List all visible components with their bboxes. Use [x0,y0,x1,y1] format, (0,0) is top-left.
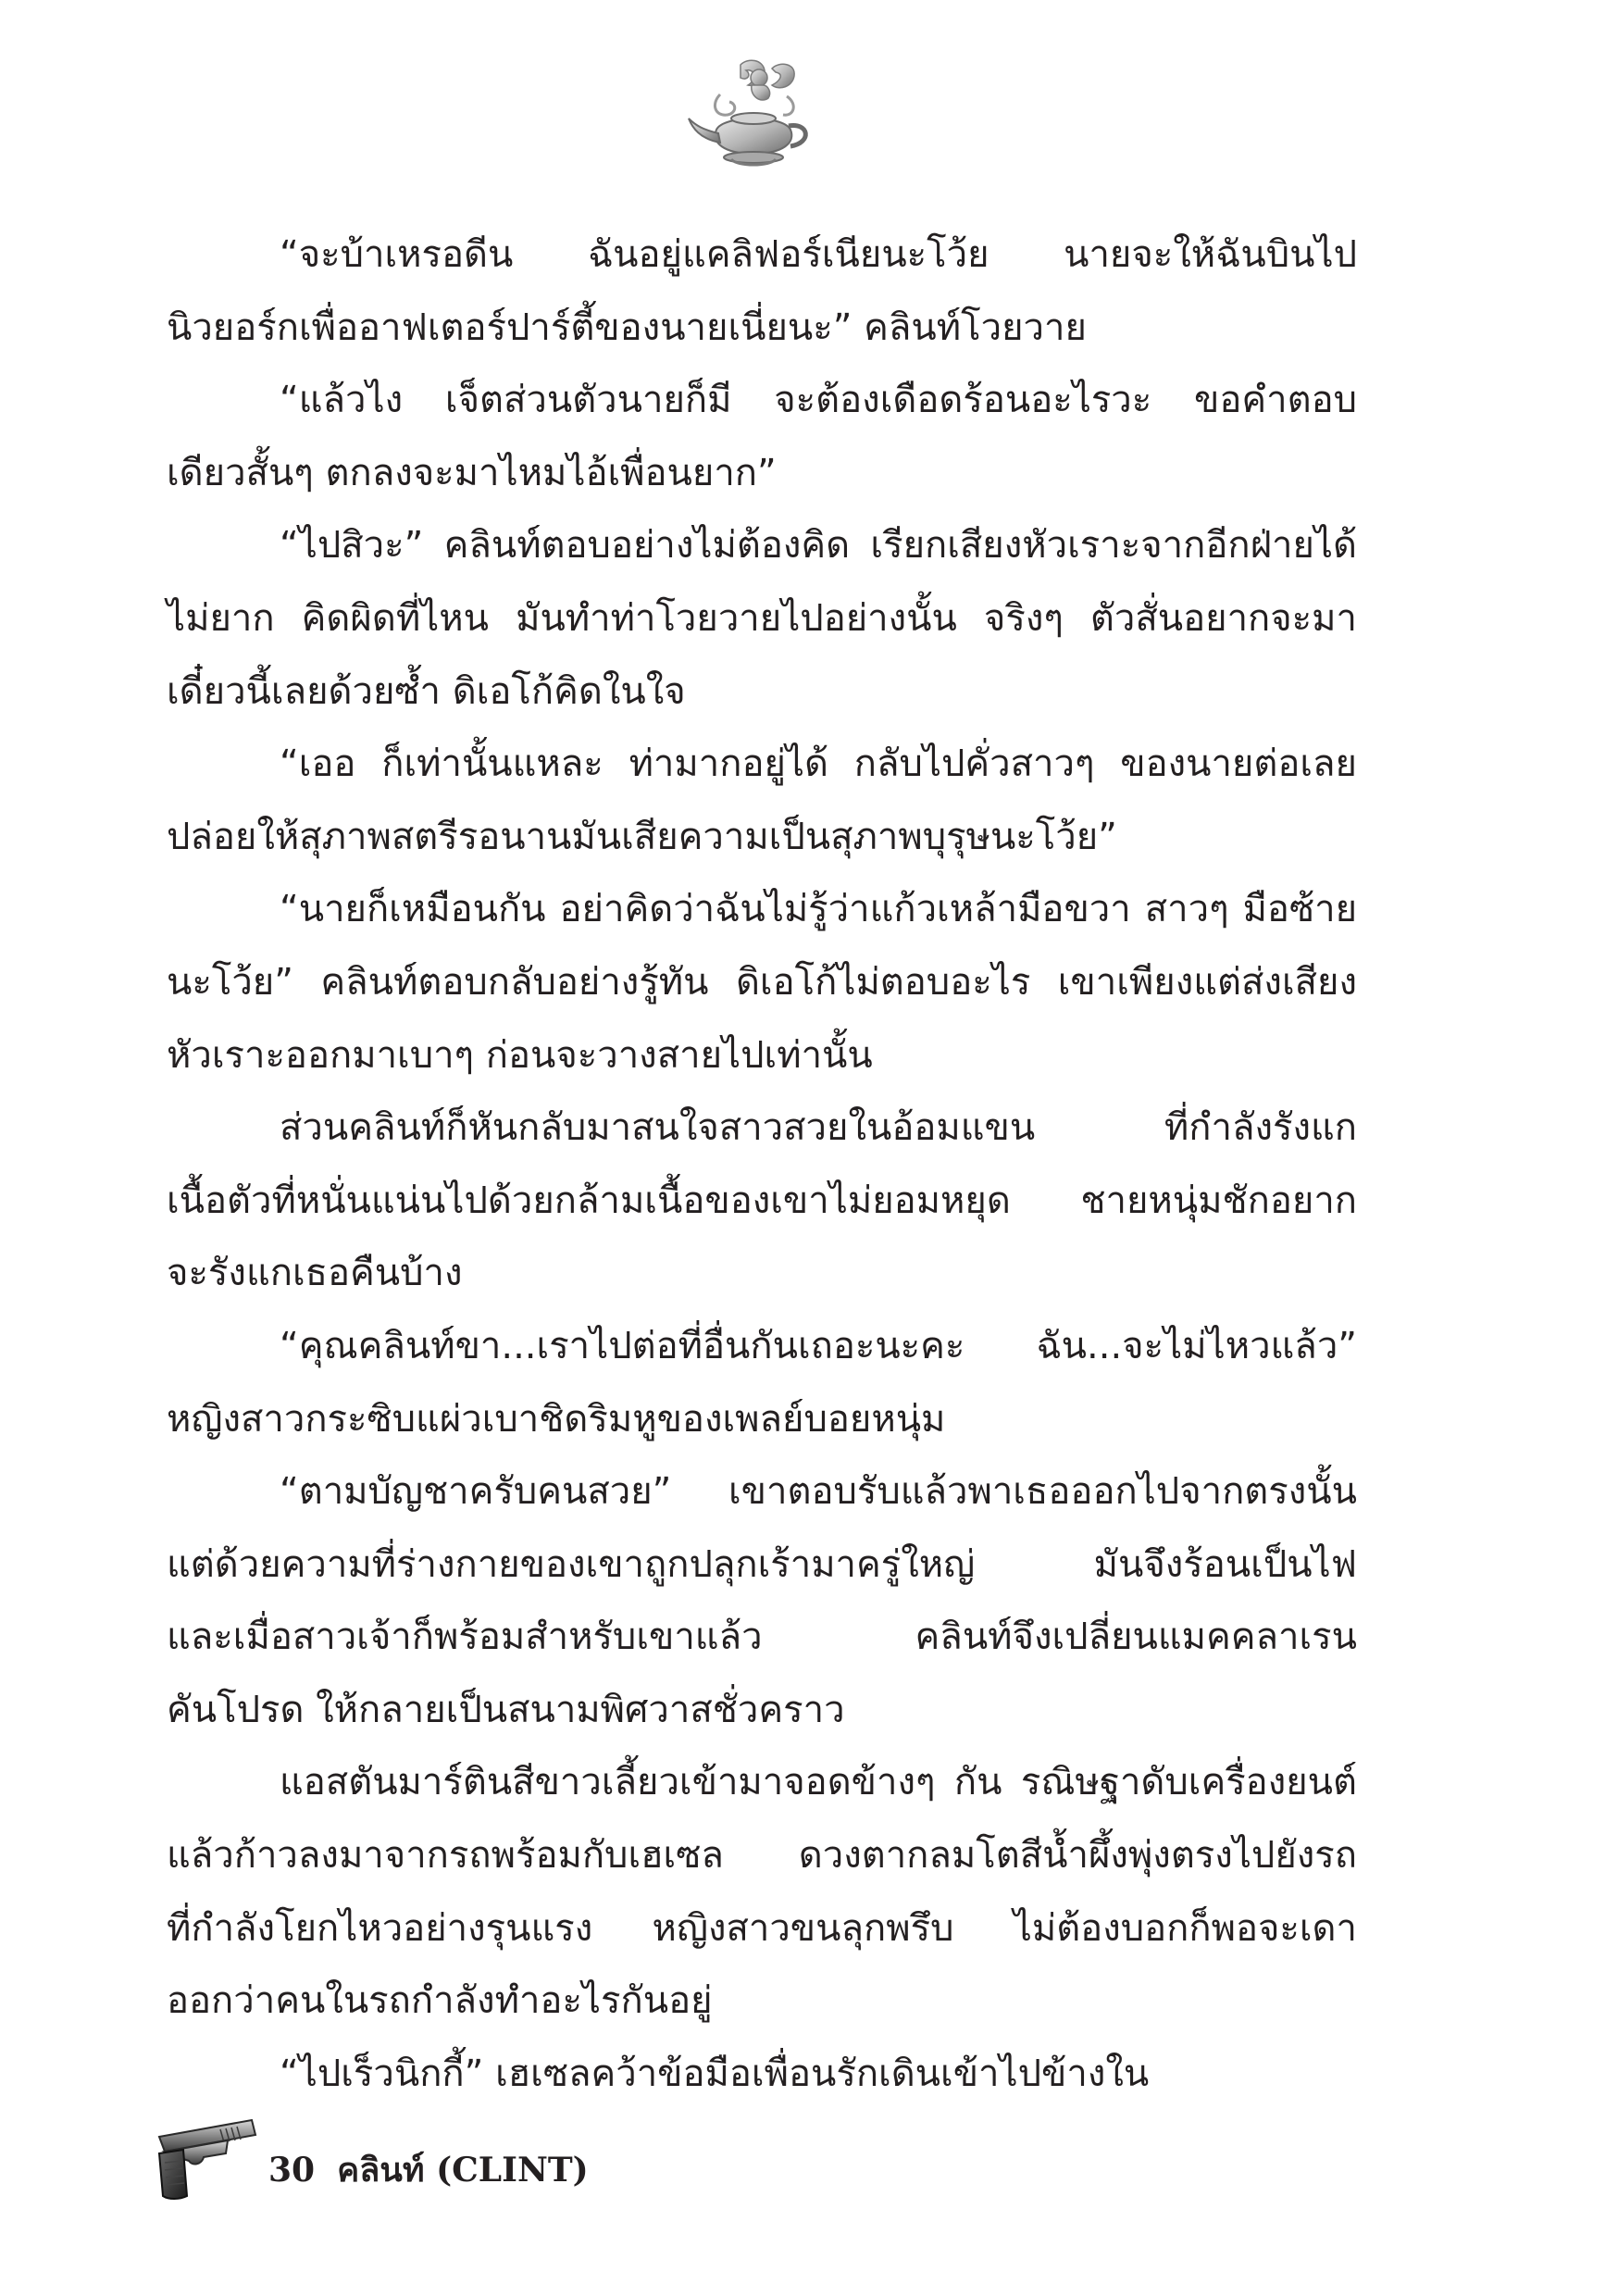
text-line: “ไปสิวะ” คลินท์ตอบอย่างไม่ต้องคิด เรียกเสียงหัวเราะจากอีกฝ่ายได้ [280,524,1357,568]
text-line: “จะบ้าเหรอดีน ฉันอยู่แคลิฟอร์เนียนะโว้ย นายจะให้ฉันบินไป [280,233,1357,276]
text-line: ที่กำลังโยกไหวอย่างรุนแรง หญิงสาวขนลุกพรึบ ไม่ต้องบอกก็พอจะเดา [167,1906,1357,1950]
body-text [167,218,1357,2110]
text-line: เดี๋ยวนี้เลยด้วยซ้ำ ดิเอโก้คิดในใจ [167,669,686,713]
text-line: ปล่อยให้สุภาพสตรีรอนานมันเสียความเป็นสุภาพบุรุษนะโว้ย” [167,815,1117,858]
text-line: แต่ด้วยความที่ร่างกายของเขาถูกปลุกเร้ามาครู่ใหญ่ มันจึงร้อนเป็นไฟ [167,1542,1357,1586]
page-footer [156,2116,589,2202]
text-line: “ตามบัญชาครับคนสวย” เขาตอบรับแล้วพาเธอออกไปจากตรงนั้น [280,1470,1357,1514]
text-line: จะรังแกเธอคืนบ้าง [167,1252,463,1295]
text-line: แอสตันมาร์ตินสีขาวเลี้ยวเข้ามาจอดข้างๆ กัน รณิษฐาดับเครื่องยนต์ [280,1761,1357,1804]
text-line: ไม่ยาก คิดผิดที่ไหน มันทำท่าโวยวายไปอย่างนั้น จริงๆ ตัวสั่นอยากจะมา [167,596,1357,640]
text-line: เดียวสั้นๆ ตกลงจะมาไหมไอ้เพื่อนยาก” [167,451,777,494]
text-line: ออกว่าคนในรถกำลังทำอะไรกันอยู่ [167,1979,713,2023]
text-line: “ไปเร็วนิกกี้” เฮเซลคว้าข้อมือเพื่อนรักเดินเข้าไปข้างใน [280,2052,1150,2095]
pistol-icon [156,2116,259,2202]
text-line: ส่วนคลินท์ก็หันกลับมาสนใจสาวสวยในอ้อมแขน ที่กำลังรังแก [280,1106,1357,1150]
text-line: “นายก็เหมือนกัน อย่าคิดว่าฉันไม่รู้ว่าแก้วเหล้ามือขวา สาวๆ มือซ้าย [280,888,1357,931]
teapot-cupid-ornament-icon [683,57,824,168]
text-line: นิวยอร์กเพื่ออาฟเตอร์ปาร์ตี้ของนายเนี่ยนะ” คลินท์โวยวาย [167,306,1087,349]
book-title: คลินท์ (CLINT) [337,2151,589,2190]
text-line: หัวเราะออกมาเบาๆ ก่อนจะวางสายไปเท่านั้น [167,1033,873,1077]
text-line: นะโว้ย” คลินท์ตอบกลับอย่างรู้ทัน ดิเอโก้ไม่ตอบอะไร เขาเพียงแต่ส่งเสียง [167,960,1357,1004]
text-line: เนื้อตัวที่หนั่นแน่นไปด้วยกล้ามเนื้อของเขาไม่ยอมหยุด ชายหนุ่มชักอยาก [167,1179,1357,1222]
page-number: 30 [268,2151,316,2190]
text-line: และเมื่อสาวเจ้าก็พร้อมสำหรับเขาแล้ว คลินท์จึงเปลี่ยนแมคคลาเรน [167,1616,1357,1659]
text-line: คันโปรด ให้กลายเป็นสนามพิศวาสชั่วคราว [167,1688,845,1731]
footer-text [268,2143,589,2196]
text-line: “เออ ก็เท่านั้นแหละ ท่ามากอยู่ได้ กลับไปคั่วสาวๆ ของนายต่อเลย [280,742,1357,786]
text-line: “แล้วไง เจ็ตส่วนตัวนายก็มี จะต้องเดือดร้อนอะไรวะ ขอคำตอบ [280,379,1357,422]
text-line: “คุณคลินท์ขา...เราไปต่อที่อื่นกันเถอะนะคะ ฉัน...จะไม่ไหวแล้ว” [280,1324,1357,1367]
text-line: หญิงสาวกระซิบแผ่วเบาชิดริมหูของเพลย์บอยหนุ่ม [167,1397,946,1441]
text-line: แล้วก้าวลงมาจากรถพร้อมกับเฮเซล ดวงตากลมโตสีน้ำผึ้งพุ่งตรงไปยังรถ [167,1834,1357,1878]
